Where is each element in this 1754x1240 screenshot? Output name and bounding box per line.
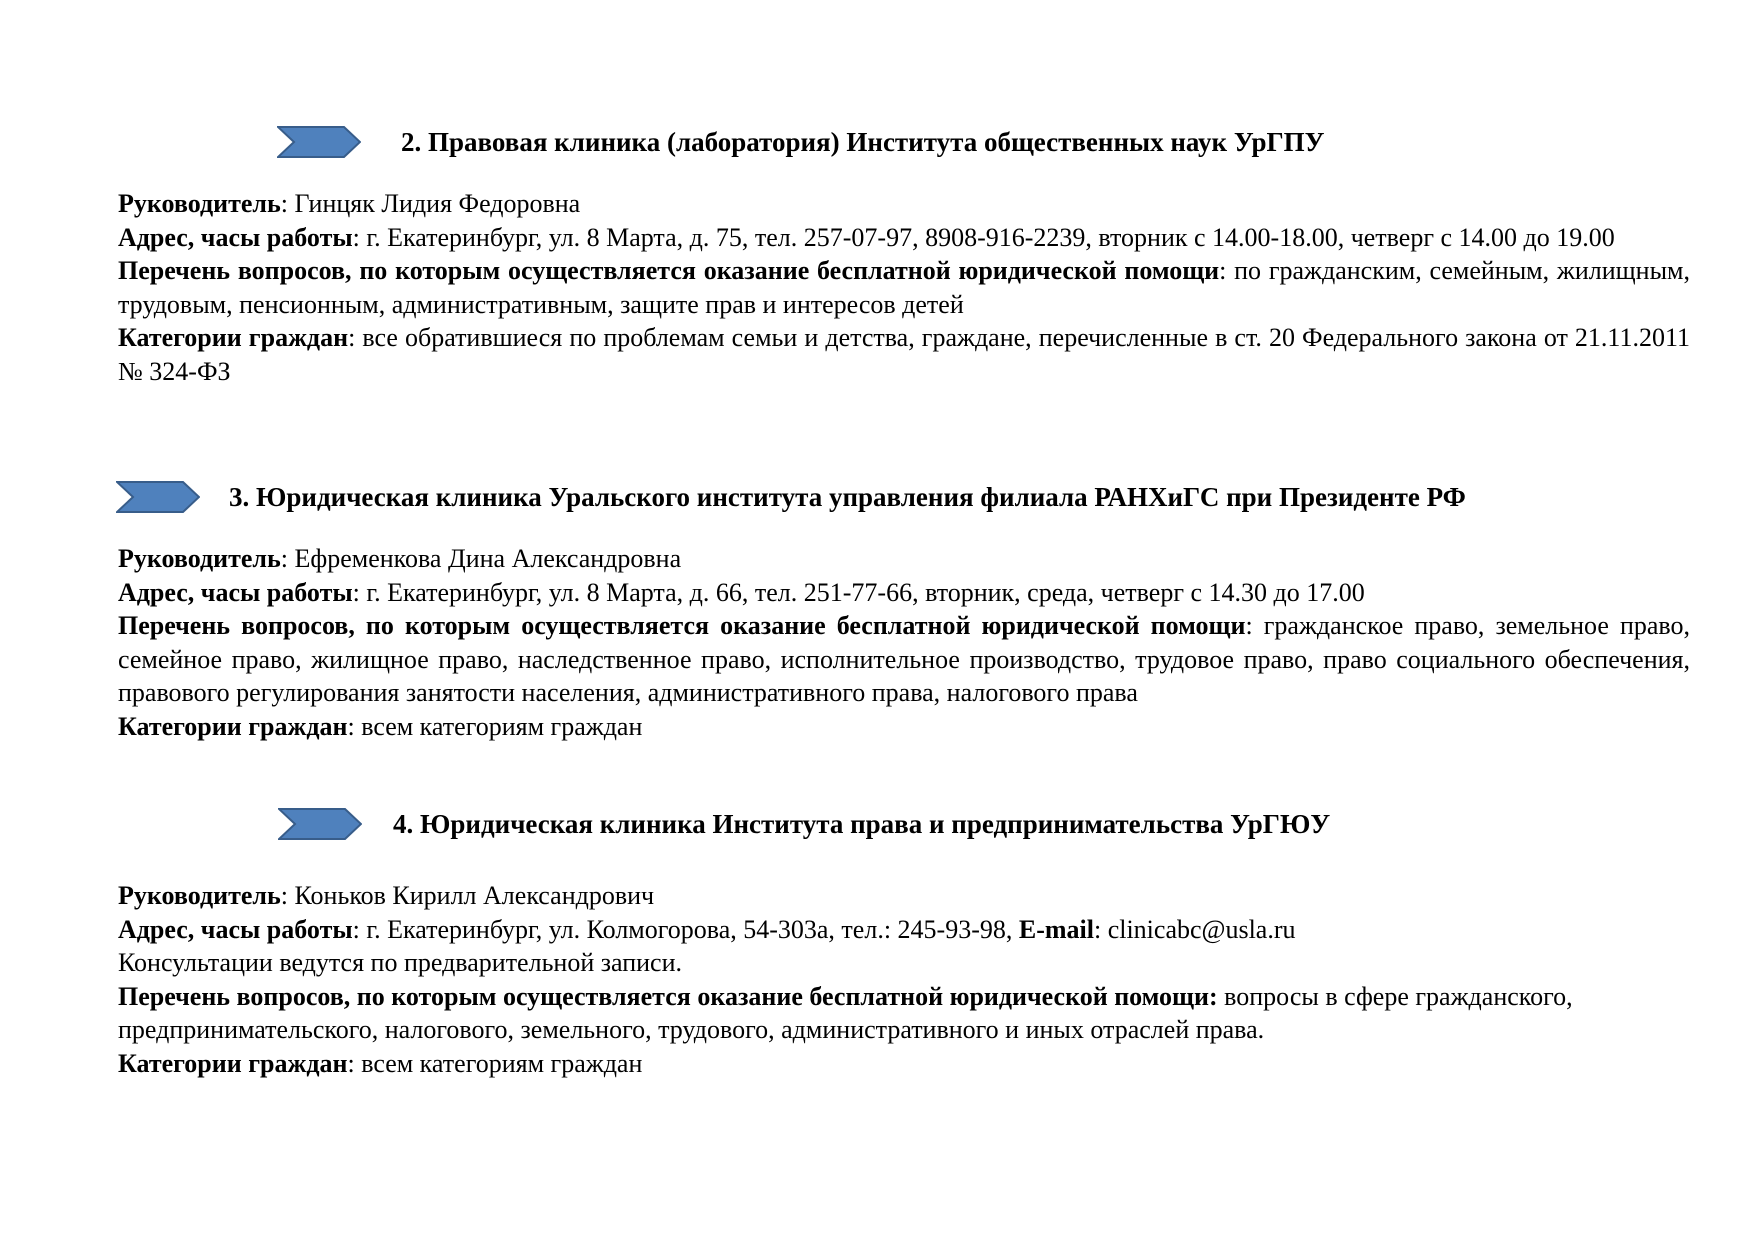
categories-value: : всем категориям граждан <box>347 1048 643 1078</box>
issues-line <box>118 609 1690 710</box>
issues-line <box>118 980 1690 1047</box>
section-heading-4 <box>0 808 1754 852</box>
consult-note: Консультации ведутся по предварительной записи. <box>118 948 683 977</box>
issues-value: : по гражданским, семейным, жилищным, трудовым, пенсионным, административным, защите прав и интересов детей <box>118 256 1691 319</box>
address-line <box>118 576 1690 610</box>
head-value: : Гинцяк Лидия Федоровна <box>280 189 581 218</box>
categories-line <box>118 1047 1690 1081</box>
chevron-icon <box>116 481 200 513</box>
section-body-4 <box>118 879 1690 1080</box>
head-label: Руководитель <box>118 544 281 573</box>
section-body-2 <box>118 187 1690 388</box>
head-value: : Коньков Кирилл Александрович <box>280 881 655 910</box>
address-label: Адрес, часы работы <box>118 914 353 944</box>
categories-line <box>118 710 1690 744</box>
email-label: E-mail <box>1018 914 1094 944</box>
address-value: : г. Екатеринбург, ул. Колмогорова, 54-303а, тел.: 245-93-98, <box>352 914 1019 944</box>
address-value: : г. Екатеринбург, ул. 8 Марта, д. 75, тел. 257-07-97, 8908-916-2239, вторник с 14.00-18.00, четверг с 14.00 до 19.00 <box>352 222 1615 252</box>
head-line <box>118 879 1690 913</box>
email-value[interactable]: : clinicabc@usla.ru <box>1093 914 1296 944</box>
head-line <box>118 187 1690 221</box>
address-line <box>118 913 1690 947</box>
categories-value: : всем категориям граждан <box>347 711 643 741</box>
section-body-3 <box>118 542 1690 743</box>
issues-value: вопросы в сфере гражданского, предпринимательского, налогового, земельного, трудового, административного и иных отраслей права. <box>118 981 1573 1044</box>
categories-value: : все обратившиеся по проблемам семьи и детства, граждане, перечисленные в ст. 20 Федерального закона от 21.11.2011 № 324-ФЗ <box>118 323 1690 386</box>
section-title: 4. Юридическая клиника Института права и предпринимательства УрГЮУ <box>393 809 1331 839</box>
head-value: : Ефременкова Дина Александровна <box>280 544 682 573</box>
categories-label: Категории граждан <box>118 323 349 352</box>
categories-label: Категории граждан <box>118 711 348 741</box>
address-label: Адрес, часы работы <box>118 577 353 607</box>
issues-label: Перечень вопросов, по которым осуществляется оказание бесплатной юридической помощи: <box>118 981 1218 1011</box>
issues-label: Перечень вопросов, по которым осуществляется оказание бесплатной юридической помощи <box>118 611 1246 640</box>
address-value: : г. Екатеринбург, ул. 8 Марта, д. 66, тел. 251-77-66, вторник, среда, четверг с 14.30 до 17.00 <box>352 577 1365 607</box>
chevron-icon <box>278 808 362 840</box>
categories-label: Категории граждан <box>118 1048 348 1078</box>
head-label: Руководитель <box>118 881 281 910</box>
categories-line <box>118 321 1690 388</box>
section-title: 3. Юридическая клиника Уральского института управления филиала РАНХиГС при Президенте РФ <box>229 482 1466 512</box>
issues-value: : гражданское право, земельное право, семейное право, жилищное право, наследственное право, исполнительное производство, трудовое право, право социального обеспечения, правового регулирования занятости населения, административного права, налогового права <box>118 611 1691 707</box>
address-label: Адрес, часы работы <box>118 222 353 252</box>
address-line <box>118 221 1690 255</box>
issues-line <box>118 254 1690 321</box>
head-label: Руководитель <box>118 189 281 218</box>
head-line <box>118 542 1690 576</box>
section-title: 2. Правовая клиника (лаборатория) Института общественных наук УрГПУ <box>401 127 1325 157</box>
section-heading-3 <box>0 481 1754 525</box>
issues-label: Перечень вопросов, по которым осуществляется оказание бесплатной юридической помощи <box>118 256 1220 285</box>
chevron-icon <box>277 126 361 158</box>
section-heading-2 <box>0 126 1754 170</box>
